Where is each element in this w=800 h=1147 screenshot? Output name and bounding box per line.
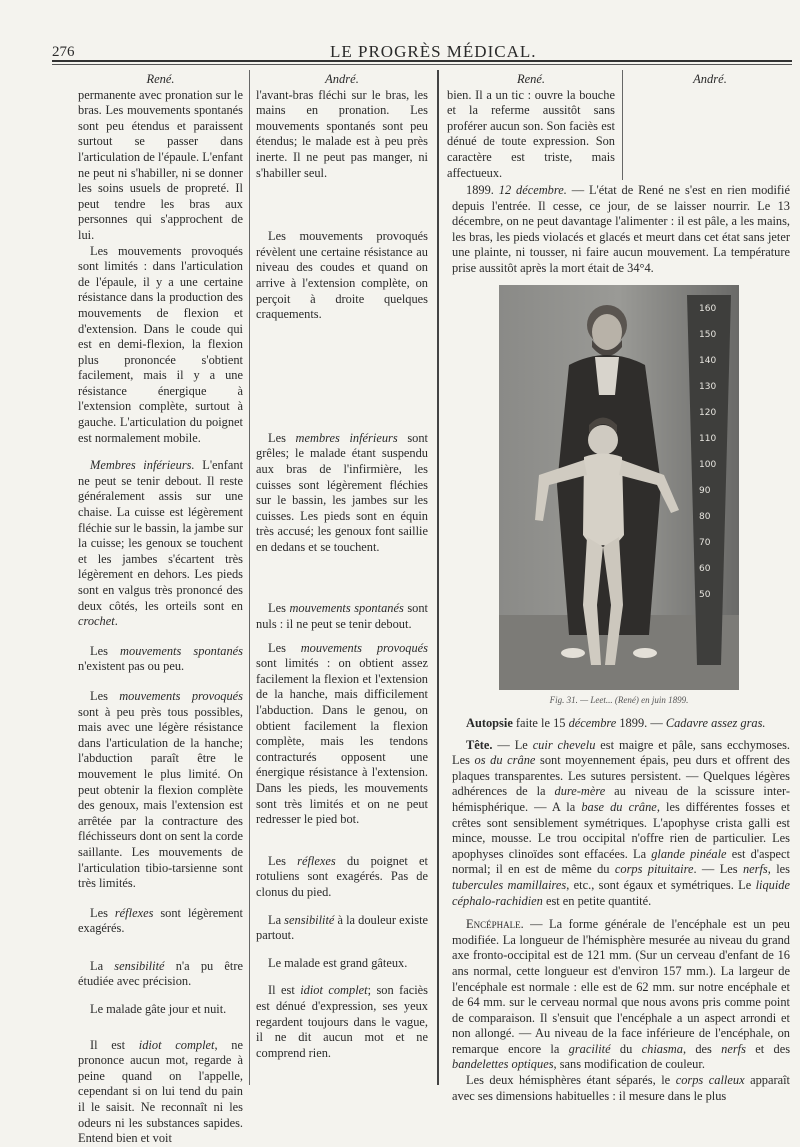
paragraph: Le malade est grand gâteux. (268, 955, 408, 970)
autopsy-section: Autopsie faite le 15 décembre 1899. — Cadavre assez gras. Tête. — Le cuir chevelu est maigre et pâle, sans ecchymoses. Les os du crâne sont moyennement épais, peu durs et offrent des plaques transparentes. Les sutures persistent. — Quelques légères adhérences de la dure-mère au niveau de la scissure inter-hémisphérique. — A la base du crâne, les différentes fosses et crêtes sont sensiblement symétriques. L'apophyse crista galli est mince, mousse. Le trou occipital n'offre rien de particulier. Les apophyses clinoïdes sont effacées. La glande pinéale est d'aspect normal; il en est de même du corps pituitaire. — Les nerfs, les tubercules mamillaires, etc., sont égaux et symétriques. Le liquide céphalo-rachidien est en petite quantité. Encéphale. — La forme générale de l'encéphale est un peu modifiée. La longueur de l'hémisphère mesurée au niveau du grand axe fronto-occipital est de 121 mm. (Sur un cerveau d'enfant de 16 ans normal, cette longueur est d'environ 157 mm.). La largeur de l'encéphale est normale : elle est de 62 mm. sur notre encéphale et de 64 mm. sur le cerveau normal que nous avons pris comme point de comparaison. Il s'ensuit que l'encéphale a un aspect arrondi et non allongé. — Au niveau de la face inférieure de l'encéphale, on remarque encore la gracilité du chiasma, des nerfs et des bandelettes optiques, sans modification de couleur. Les deux hémisphères étant séparés, le corps calleux apparaît avec ses dimensions habituelles : il mesure dans le plus (452, 716, 791, 1103)
paragraph: bien. Il a un tic : ouvre la bouche et la referme aussitôt sans proférer aucun son. Son faciès est dénué de toute expression. Son caractère est triste, mais affectueux. (447, 87, 615, 180)
column-divider (622, 70, 623, 180)
photograph-image (499, 285, 739, 690)
column-head-rene: René. (146, 72, 175, 86)
paragraph: Les mouvements provoqués révèlent une certaine résistance au niveau des coudes et quand on arrive à l'extension complète, on perçoit à droite quelques craquements. (256, 229, 428, 322)
column-andre-left (256, 72, 428, 1061)
column-andre-right (630, 72, 790, 88)
paragraph: Il est idiot complet, ne prononce aucun mot, regarde à peine quand on l'appelle, cependant si on lui tend du pain il le saisit. Ne reconnaît ni les odeurs ni les substances sapides. Entend bien et voit (78, 1037, 243, 1146)
figure-caption: Fig. 31. — Leet... (René) en juin 1899. (549, 695, 689, 705)
paragraph: Le malade gâte jour et nuit. (90, 1002, 227, 1017)
journal-title: LE PROGRÈS MÉDICAL. (330, 42, 537, 61)
scale-mark: 130 (699, 382, 717, 392)
paragraph: Les membres inférieurs sont grêles; le malade étant suspendu aux bras de l'infirmière, les cuisses sont légèrement fléchies sur le bassin, les jambes sur les cuisses. Les pieds sont en équin très accusé; les genoux font saillie en dedans et se touchent. (256, 430, 428, 554)
column-rene-left (78, 72, 243, 1147)
column-rene-right (447, 72, 615, 181)
scale-mark: 50 (699, 590, 711, 600)
paragraph: La sensibilité n'a pu être étudiée avec précision. (78, 958, 243, 989)
scale-mark: 140 (699, 356, 717, 366)
column-head-andre: André. (693, 72, 727, 86)
page-header (0, 30, 800, 61)
paragraph: Les mouvements spontanés sont nuls : il ne peut se tenir debout. (256, 601, 428, 632)
paragraph: l'avant-bras fléchi sur le bras, les mains en pronation. Les mouvements spontanés sont peu étendus; le malade est à peu près inerte. Il ne peut pas manger, ni s'habiller seul. (256, 87, 428, 180)
scale-mark: 90 (699, 486, 711, 496)
column-head-rene: René. (516, 72, 546, 86)
scale-mark: 150 (699, 330, 717, 340)
column-divider (249, 70, 250, 1085)
scale-mark: 110 (699, 434, 717, 444)
figure-photograph (499, 285, 739, 690)
scale-mark: 100 (699, 460, 717, 470)
scale-mark: 120 (699, 408, 717, 418)
death-paragraph: 1899. 12 décembre. — L'état de René ne s'est en rien modifié depuis l'entrée. Il cesse, ce jour, de se laisser nourrir. Le 13 décembre, on ne peut davantage l'alimenter : il est pâle, a les mains, les bras, les pieds violacés et glacés et meurt dans cet état sans jeter une plainte, ni tousser, ni faire aucun mouvement. La température prise aussitôt après la mort était de 34°4. (452, 183, 790, 275)
scale-mark: 60 (699, 564, 711, 574)
paragraph: Les mouvements provoqués sont à peu près tous possibles, mais avec une légère résistance dans l'articulation de la hanche; l'abduction paraît être le mouvement le plus limité. On peut obtenir la flexion complète des genoux, mais l'extension est arrêtée par la contracture des fléchisseurs dont on sent la corde saillante. Les mouvements de l'articulation tibio-tarsienne sont très limités. (78, 688, 243, 891)
paragraph: Les mouvements provoqués sont limités : on obtient assez facilement la flexion et l'extension de la hanche, mais difficilement l'abduction. Dans le genou, on obtient facilement la flexion complète, mais les tendons contracturés opposent une énergique résistance à l'extension. Dans les pieds, les mouvements sont très limités et on ne peut redresser le pied bot. (256, 640, 428, 827)
paragraph: Membres inférieurs. L'enfant ne peut se tenir debout. Il reste généralement assis sur une chaise. La cuisse est légèrement fléchie sur le bassin, la jambe sur la cuisse; les genoux se touchent et les jambes s'écartent très légèrement en dehors. Les pieds sont en valgus très prononcé des deux côtés, les orteils sont en crochet. (78, 458, 244, 629)
column-divider-main (437, 70, 439, 1085)
paragraph: Les réflexes du poignet et rotuliens sont exagérés. Pas de clonus du pied. (256, 853, 428, 899)
paragraph: La sensibilité à la douleur existe partout. (256, 912, 429, 943)
scale-mark: 80 (699, 512, 711, 522)
header-rule (52, 60, 792, 62)
paragraph: Les réflexes sont légèrement exagérés. (78, 905, 243, 936)
page-number: 276 (52, 44, 75, 60)
paragraph: Les mouvements provoqués sont limités : dans l'articulation de l'épaule, il y a une certaine résistance dans la production des mouvements de flexion et d'extension. Dans le coude qui est en demi-flexion, la flexion plus prononcée s'obtient facilement, mais il y a une résistance énergique à l'extension complète, surtout à gauche. L'articulation du poignet est normalement mobile. (78, 243, 243, 445)
paragraph: Les mouvements spontanés n'existent pas ou peu. (78, 643, 243, 674)
scale-mark: 70 (699, 538, 711, 548)
column-head-andre: André. (325, 72, 359, 86)
header-rule-thin (52, 64, 792, 65)
paragraph: permanente avec pronation sur le bras. Les mouvements spontanés sont peu étendus et paraissent surtout se passer dans l'articulation de l'épaule. L'enfant ne peut ni s'habiller, ni se donner les soins usuels de propreté. Il peut tendre les bras aux personnes qui s'approchent de lui. (78, 87, 243, 242)
scale-mark: 160 (699, 304, 717, 314)
paragraph: Il est idiot complet; son faciès est dénué d'expression, ses yeux regardent toujours dans le vague, il ne dit aucun mot et ne comprend rien. (256, 983, 428, 1060)
